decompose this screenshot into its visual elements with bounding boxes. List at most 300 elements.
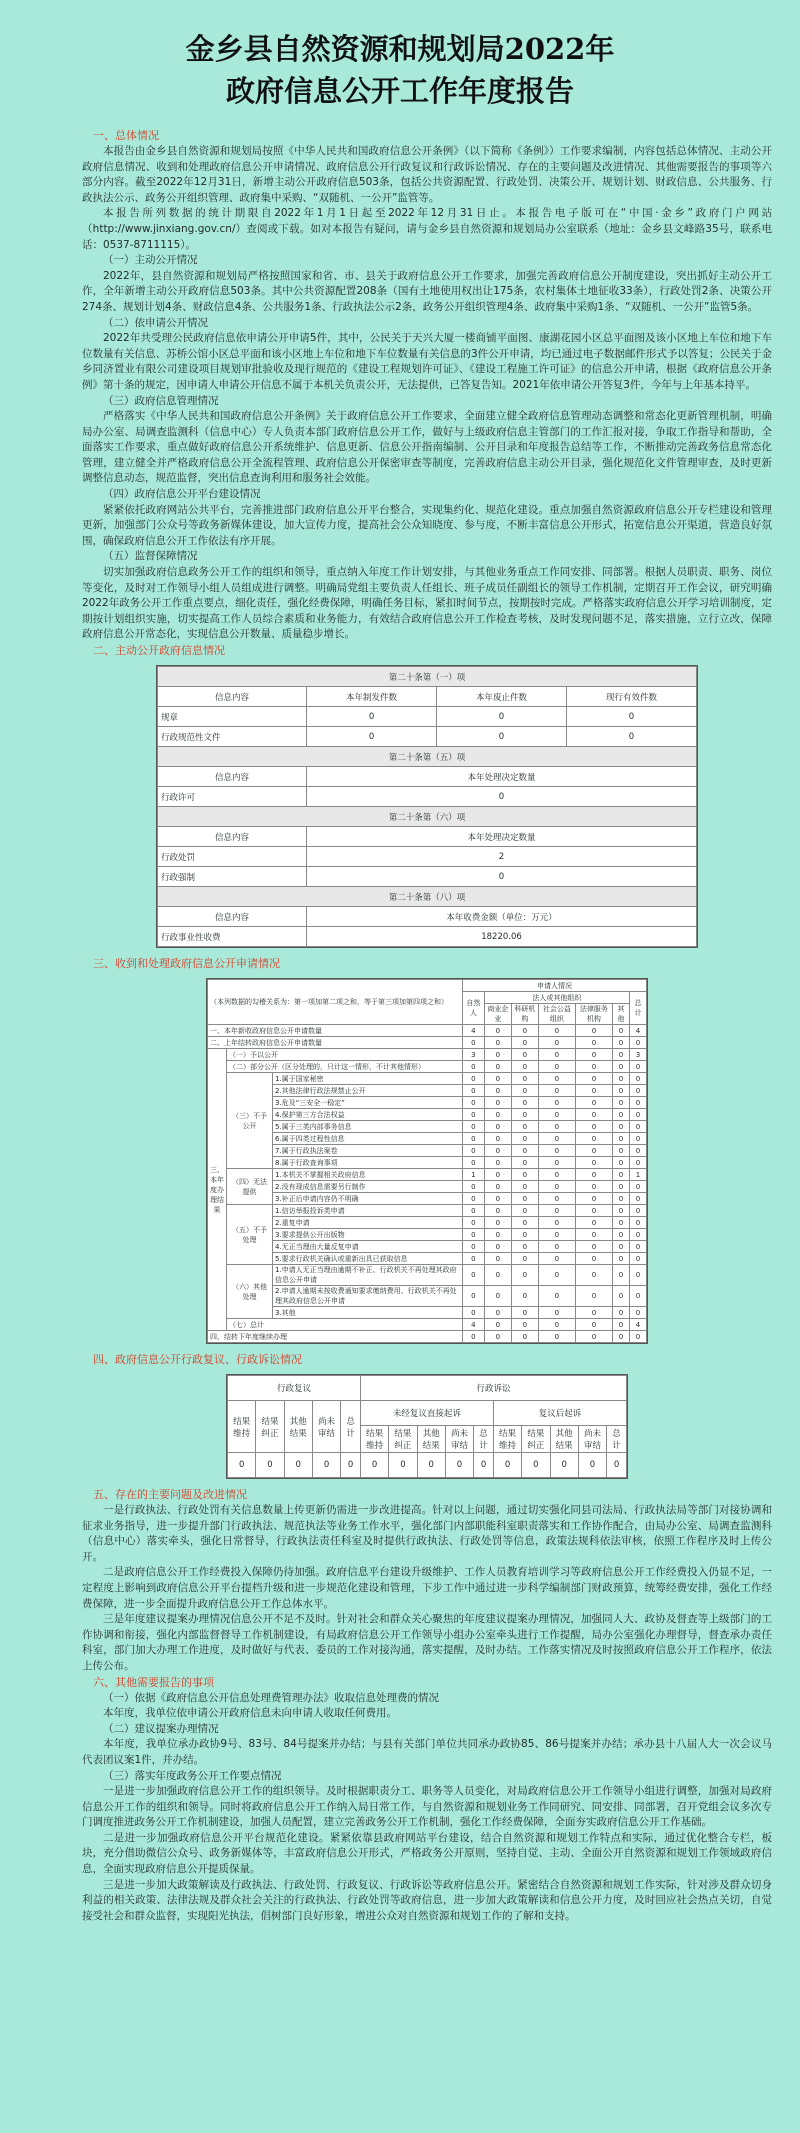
table-cell: 0 — [538, 1241, 575, 1253]
table-cell: 0 — [484, 1157, 511, 1169]
table-cell: 0 — [511, 1049, 538, 1061]
row-label: 8.属于行政查询事项 — [273, 1157, 463, 1169]
row-label: 7.属于行政执法案卷 — [273, 1145, 463, 1157]
table-header-cell: 自然人 — [462, 992, 484, 1025]
row-label: 1.申请人无正当理由逾期不补正、行政机关不再处理其政府信息公开申请 — [273, 1265, 463, 1286]
table-header-cell: 行政诉讼 — [360, 1376, 626, 1401]
table-header-cell: 尚未审结 — [445, 1426, 473, 1453]
table-row — [208, 1286, 647, 1307]
table-cell: 0 — [575, 1121, 612, 1133]
table-cell: 0 — [612, 1217, 629, 1229]
paragraph: 严格落实《中华人民共和国政府信息公开条例》关于政府信息公开工作要求，全面建立健全政府信息管理动态调整和常态化更新管理机制，明确局办公室、局调查监测科（信息中心）专人负责本部门政府信息公开工作，做好与上级政府信息主管部门的工作汇报对接，争取工作指导和帮助，全面落实工作要求，重点做好政府信息公开系统维护、信息更新、信息公开指南编制、公开目录和年度报告总结等工作，不断推动完善政务信息常态化管理，建立健全并严格政府信息公开全流程管理、政府信息公开保密审查等制度，完善政府信息主动公开目录，强化规范化文件管理审查，及时更新调整信息动态，规范监督，突出信息查询利用和服务社会效能。 — [82, 410, 772, 485]
row-label: 4.无正当理由大量反复申请 — [273, 1241, 463, 1253]
table-cell: 0 — [484, 1286, 511, 1307]
group-label: （五）不予处理 — [227, 1205, 273, 1265]
table-cell: 0 — [629, 1133, 646, 1145]
table-cell: 0 — [575, 1133, 612, 1145]
table-cell: 0 — [538, 1205, 575, 1217]
table-cell: 0 — [484, 1061, 511, 1073]
table-cell: 0 — [511, 1169, 538, 1181]
table-cell: 0 — [484, 1073, 511, 1085]
table-cell: 0 — [484, 1193, 511, 1205]
table-header-cell: 结果纠正 — [389, 1426, 417, 1453]
table-cell: 0 — [341, 1453, 361, 1478]
table-header-cell: 科研机构 — [511, 1004, 538, 1025]
table-cell: 0 — [445, 1453, 473, 1478]
table-cell: 0 — [612, 1097, 629, 1109]
table-row — [158, 867, 697, 887]
table-cell: 0 — [538, 1193, 575, 1205]
table-cell: 0 — [511, 1145, 538, 1157]
table-header-cell: 结果维持 — [493, 1426, 521, 1453]
table-row — [158, 787, 697, 807]
table-cell: 0 — [462, 1109, 484, 1121]
table-cell: 0 — [612, 1319, 629, 1331]
table-cell: 0 — [575, 1145, 612, 1157]
paragraph: 切实加强政府信息政务公开工作的组织和领导，重点纳入年度工作计划安排，与其他业务重点工作同安排、同部署。根据人员职责、职务、岗位等变化，及时对工作领导小组人员组成进行调整。明确局党组主要负责人任组长、班子成员任副组长的领导工作机制，定期召开工作会议，研究明确2022年政务公开工作重点要点，细化责任，强化经费保障，明确任务目标，紧扣时间节点，按期按时完成。严格落实政府信息公开学习培训制度，定期按计划组织实施，切实提高工作人员综合素质和业务能力，有效结合政府信息公开工作检查考核，及时发现问题不足，落实措施，立行立改，保障政府信息公开常态化，实现信息公开数量、质量稳步增长。 — [82, 566, 772, 641]
table-cell: 0 — [629, 1037, 646, 1049]
table-header-cell: 总计 — [341, 1401, 361, 1453]
table-cell: 0 — [484, 1133, 511, 1145]
title-line-2: 政府信息公开工作年度报告 — [225, 74, 574, 108]
table-row — [158, 927, 697, 947]
group-label: （四）无法提供 — [227, 1169, 273, 1205]
table-cell: 0 — [629, 1121, 646, 1133]
table-cell: 0 — [538, 1181, 575, 1193]
table-header-cell: 尚未审结 — [578, 1426, 606, 1453]
table-cell: 0 — [538, 1133, 575, 1145]
row-label: 2.其他法律行政法规禁止公开 — [273, 1085, 463, 1097]
table-cell: 行政处罚 — [158, 847, 307, 867]
table-cell: 0 — [612, 1037, 629, 1049]
table-header-cell: 尚未审结 — [312, 1401, 340, 1453]
section-heading-6: 六、其他需要报告的事项 — [93, 1675, 214, 1689]
table-cell: 0 — [484, 1265, 511, 1286]
table-row — [208, 1331, 647, 1343]
side-label: 三、本年度办理结果 — [208, 1049, 227, 1331]
table-cell: 0 — [538, 1037, 575, 1049]
table-cell: 0 — [612, 1253, 629, 1265]
table-cell: 0 — [484, 1229, 511, 1241]
table-cell: 0 — [575, 1097, 612, 1109]
table-header-cell: 本年收费金额（单位：万元） — [307, 907, 697, 927]
table-cell: 0 — [484, 1205, 511, 1217]
table-cell: 0 — [575, 1229, 612, 1241]
subsection-heading: （一）依据《政府信息公开信息处理费管理办法》收取信息处理费的情况 — [103, 1691, 439, 1704]
table-cell: 0 — [493, 1453, 521, 1478]
table-cell: 0 — [575, 1286, 612, 1307]
table-header-cell: 总计 — [607, 1426, 627, 1453]
table-cell: 0 — [612, 1121, 629, 1133]
subsection-heading: （四）政府信息公开平台建设情况 — [103, 488, 261, 501]
table-cell: 0 — [538, 1049, 575, 1061]
table-cell: 0 — [511, 1307, 538, 1319]
table-cell: 0 — [462, 1073, 484, 1085]
table-cell: 0 — [462, 1331, 484, 1343]
section-heading-1: 一、总体情况 — [93, 129, 159, 142]
row-label: 5.要求行政机关确认或重新出具已获取信息 — [273, 1253, 463, 1265]
table-cell: 0 — [612, 1229, 629, 1241]
report-body — [82, 128, 772, 1924]
table-cell: 0 — [575, 1157, 612, 1169]
table-cell: 0 — [511, 1025, 538, 1037]
table-cell: 行政强制 — [158, 867, 307, 887]
table-cell: 0 — [629, 1073, 646, 1085]
paragraph: 2022年共受理公民政府信息依申请公开申请5件，其中，公民关于天兴大厦一楼商铺平面图、康湖花园小区总平面图及该小区地上车位和地下车位数量有关信息、苏桥公馆小区总平面和该小区地上车位和地下车位数量有关信息的3件公开申请，均已通过电子数据邮件形式予以答复；公民关于金乡同济置业有限公司建设项目规划审批验收及现行规范的《建设工程规划许可证》、《建设工程施工许可证》的信息公开申请，根据《政府信息公开条例》第十条的规定，因申请人申请公开信息不属于本机关负责公开，无法提供，已答复告知。2021年依申请公开答复3件，今年与上年基本持平。 — [82, 332, 772, 391]
table-cell: 0 — [462, 1265, 484, 1286]
table-cell: 0 — [629, 1229, 646, 1241]
subsection-heading: （二）依申请公开情况 — [103, 316, 208, 329]
table-cell: 0 — [538, 1265, 575, 1286]
table-cell: 0 — [462, 1193, 484, 1205]
table-cell: 4 — [629, 1025, 646, 1037]
row-label: 4.保护第三方合法权益 — [273, 1109, 463, 1121]
table-header-cell: 其他结果 — [550, 1426, 578, 1453]
table-cell: 0 — [484, 1319, 511, 1331]
table-header-cell: 行政复议 — [228, 1376, 361, 1401]
paragraph: 二是进一步加强政府信息公开平台规范化建设。紧紧依靠县政府网站平台建设，结合自然资源和规划工作特点和实际，通过优化整合专栏，板块，充分借助微信公众号、政务新媒体等，丰富政府信息公开形式，严格政务公开原则，坚持自觉、主动、全面公开自然资源和规划工作领域政府信息，全面实现政府信息公开提质保量。 — [82, 1831, 772, 1876]
table-header-cell: 信息内容 — [158, 827, 307, 847]
table-cell: 0 — [629, 1253, 646, 1265]
table-cell: 0 — [575, 1073, 612, 1085]
table-cell: 0 — [462, 1097, 484, 1109]
table-cell: 行政许可 — [158, 787, 307, 807]
table-cell: 2 — [307, 847, 697, 867]
table-group-header: 第二十条第（一）项 — [158, 667, 697, 687]
table-cell: 0 — [575, 1181, 612, 1193]
section-heading-4: 四、政府信息公开行政复议、行政诉讼情况 — [93, 1353, 302, 1366]
table-row — [208, 1109, 647, 1121]
table-header-cell: 结果维持 — [228, 1401, 256, 1453]
table-cell: 18220.06 — [307, 927, 697, 947]
row-label: 2.申请人逾期未按收费通知要求缴纳费用、行政机关不再处理其政府信息公开申请 — [273, 1286, 463, 1307]
table-cell: 0 — [575, 1049, 612, 1061]
table-cell: 0 — [612, 1169, 629, 1181]
table-row — [208, 1169, 647, 1181]
table-cell: 0 — [538, 1253, 575, 1265]
table-cell: 0 — [612, 1307, 629, 1319]
table-row — [208, 1037, 647, 1049]
table-cell: 0 — [462, 1307, 484, 1319]
section-heading-3: 三、收到和处理政府信息公开申请情况 — [93, 957, 280, 970]
table-cell: 0 — [307, 727, 437, 747]
row-label: 四、结转下年度继续办理 — [208, 1331, 463, 1343]
paragraph: 一是行政执法、行政处罚有关信息数量上传更新仍需进一步改进提高。针对以上问题，通过切实强化同县司法局、行政执法局等部门对接协调和征求业务指导，进一步提升部门行政执法、规范执法等业务工作水平，强化部门内部职能科室职责落实和工作协作配合，由局办公室、局调查监测科（信息中心）落实牵头，强化日常督导，行政执法责任科室及时提供行政执法、行政处罚等信息，政策法规科依法审核，依照工作程序及时上传公开。 — [82, 1504, 772, 1563]
table-cell: 0 — [462, 1286, 484, 1307]
table-cell: 0 — [462, 1133, 484, 1145]
review-litigation-table — [226, 1374, 628, 1479]
table-cell: 0 — [612, 1085, 629, 1097]
table-cell: 0 — [538, 1319, 575, 1331]
table-header-cell: 现行有效件数 — [567, 687, 697, 707]
table-cell: 0 — [462, 1181, 484, 1193]
table-cell: 0 — [511, 1217, 538, 1229]
table-cell: 0 — [578, 1453, 606, 1478]
table-cell: 3 — [629, 1049, 646, 1061]
table-cell: 0 — [629, 1331, 646, 1343]
table-row — [208, 1025, 647, 1037]
table-cell: 0 — [575, 1307, 612, 1319]
table-cell: 0 — [575, 1265, 612, 1286]
table-cell: 0 — [538, 1109, 575, 1121]
row-label: 1.信访举报投诉类申请 — [273, 1205, 463, 1217]
table-cell: 0 — [484, 1145, 511, 1157]
active-disclosure-table — [156, 665, 698, 948]
section-heading-2: 二、主动公开政府信息情况 — [93, 644, 225, 657]
table-header-cell: 本年处理决定数量 — [307, 767, 697, 787]
table-row — [208, 1307, 647, 1319]
table-cell: 0 — [511, 1181, 538, 1193]
table-cell: 0 — [511, 1085, 538, 1097]
table-cell: 0 — [462, 1145, 484, 1157]
row-label: 6.属于四类过程性信息 — [273, 1133, 463, 1145]
row-label: （七）总计 — [227, 1319, 463, 1331]
report-title — [0, 28, 800, 112]
table-cell: 0 — [612, 1049, 629, 1061]
table-cell: 0 — [538, 1229, 575, 1241]
table-cell: 0 — [462, 1085, 484, 1097]
row-label: 2.没有现成信息需要另行制作 — [273, 1181, 463, 1193]
table-cell: 0 — [511, 1061, 538, 1073]
table-cell: 0 — [575, 1205, 612, 1217]
table-cell: 0 — [511, 1265, 538, 1286]
table-cell: 0 — [575, 1061, 612, 1073]
table-cell: 0 — [228, 1453, 256, 1478]
row-label: 3.危及“三安全一稳定” — [273, 1097, 463, 1109]
title-line-1: 金乡县自然资源和规划局2022年 — [185, 32, 615, 66]
table-header-cell: 法律服务机构 — [575, 1004, 612, 1025]
table-cell: 0 — [612, 1061, 629, 1073]
row-label: 二、上年结转政府信息公开申请数量 — [208, 1037, 463, 1049]
table-header-cell: 社会公益组织 — [538, 1004, 575, 1025]
table-cell: 0 — [511, 1109, 538, 1121]
table-row — [208, 1253, 647, 1265]
table-cell: 4 — [462, 1319, 484, 1331]
table-cell: 0 — [575, 1253, 612, 1265]
table-row — [208, 1181, 647, 1193]
table-cell: 0 — [629, 1109, 646, 1121]
table-cell: 0 — [538, 1121, 575, 1133]
table-cell: 0 — [484, 1109, 511, 1121]
paragraph: 本报告所列数据的统计期限自2022年1月1日起至2022年12月31日止。本报告电子版可在“中国·金乡”政府门户网站（http://www.jinxiang.gov.cn/）查阅或下载。如对本报告有疑问，请与金乡县自然资源和规划局办公室联系（地址：金乡县文峰路35号，联系电话：0537-8711115）。 — [82, 207, 772, 251]
table-cell: 0 — [612, 1331, 629, 1343]
table-header-cell: 本年处理决定数量 — [307, 827, 697, 847]
table-cell: 0 — [567, 727, 697, 747]
table-row — [158, 707, 697, 727]
table-cell: 0 — [484, 1049, 511, 1061]
table-header-cell: 本年废止件数 — [437, 687, 567, 707]
table-cell: 0 — [629, 1193, 646, 1205]
table-cell: 0 — [511, 1205, 538, 1217]
row-label: 一、本年新收政府信息公开申请数量 — [208, 1025, 463, 1037]
table-cell: 0 — [511, 1319, 538, 1331]
subsection-heading: （二）建议提案办理情况 — [103, 1722, 219, 1735]
row-label: 1.本机关不掌握相关政府信息 — [273, 1169, 463, 1181]
table-cell: 0 — [484, 1181, 511, 1193]
subsection-heading: （三）落实年度政务公开工作要点情况 — [103, 1769, 282, 1782]
table-cell: 0 — [462, 1241, 484, 1253]
table-row — [208, 1229, 647, 1241]
table-cell: 0 — [575, 1169, 612, 1181]
table-cell: 0 — [538, 1097, 575, 1109]
subsection-heading: （三）政府信息管理情况 — [103, 394, 219, 407]
table-cell: 0 — [629, 1241, 646, 1253]
table-cell: 0 — [484, 1253, 511, 1265]
table-cell: 0 — [612, 1193, 629, 1205]
table-cell: 0 — [484, 1241, 511, 1253]
table-row — [208, 1133, 647, 1145]
table-row — [158, 727, 697, 747]
row-label: （一）予以公开 — [227, 1049, 463, 1061]
table-cell: 0 — [312, 1453, 340, 1478]
section-heading-5: 五、存在的主要问题及改进情况 — [93, 1488, 247, 1501]
table-cell: 0 — [484, 1307, 511, 1319]
table-cell: 0 — [629, 1217, 646, 1229]
table-cell: 0 — [484, 1331, 511, 1343]
table-header-cell: 总计 — [474, 1426, 494, 1453]
table-header-cell: 信息内容 — [158, 907, 307, 927]
table-cell: 0 — [612, 1241, 629, 1253]
paragraph: 三是年度建议提案办理情况信息公开不足不及时。针对社会和群众关心聚焦的年度建议提案办理情况，加强同人大、政协及督查等上级部门的工作协调和衔接，强化内部监督督导工作机制建设，有局政府信息公开工作领导小组办公室牵头进行工作提醒，局办公室强化办理督导，督查承办责任科室，部门加大办理工作进度，及时做好与代表、委员的工作对接沟通，落实提醒，及时办结。工作落实情况及时按照政府信息公开工作程序，依法上传公布。 — [82, 1613, 772, 1672]
table-row — [208, 1061, 647, 1073]
table-cell: 0 — [575, 1025, 612, 1037]
table-cell: 0 — [538, 1073, 575, 1085]
table-cell: 0 — [612, 1073, 629, 1085]
table-cell: 0 — [511, 1037, 538, 1049]
paragraph: 三是进一步加大政策解读及行政执法、行政处罚、行政复议、行政诉讼等政府信息公开。紧密结合自然资源和规划工作实际，针对涉及群众切身利益的相关政策、法律法规及群众社会关注的行政执法、行政处罚等政府信息，进一步加大政策解读和信息公开力度，及时回应社会热点关切，自觉接受社会和群众监督，实现阳光执法，倡树部门良好形象，增进公众对自然资源和规划工作的了解和支持。 — [82, 1878, 772, 1922]
table-header-cell: 结果纠正 — [256, 1401, 284, 1453]
table-cell: 0 — [612, 1133, 629, 1145]
table-cell: 0 — [629, 1307, 646, 1319]
table-cell: 0 — [629, 1205, 646, 1217]
table-row — [208, 1241, 647, 1253]
table-cell: 0 — [538, 1331, 575, 1343]
table-cell: 0 — [284, 1453, 312, 1478]
paragraph: 2022年，县自然资源和规划局严格按照国家和省、市、县关于政府信息公开工作要求，加强完善政府信息公开制度建设，突出抓好主动公开工作，全年新增主动公开政府信息503条。其中公共资源配置208条（国有土地使用权出让175条，农村集体土地征收33条），行政处罚2条、决策公开274条、规划计划4条、财政信息4条、公共服务1条、行政执法公示2条，政务公开组织管理4条、政府集中采购1条、“双随机、一公开”监管5条。 — [82, 269, 772, 313]
table-cell: 0 — [629, 1097, 646, 1109]
row-label: 5.属于三类内部事务信息 — [273, 1121, 463, 1133]
paragraph: 紧紧依托政府网站公共平台，完善推进部门政府信息公开平台整合，实现集约化、规范化建设。重点加强自然资源政府信息公开专栏建设和管理更新，加强部门公众号等政务新媒体建设，加大宣传力度，提高社会公众知晓度、参与度，不断丰富信息公开形式，拓宽信息公开渠道，营造良好氛围，确保政府信息公开工作依法有序开展。 — [82, 503, 772, 547]
table-header-cell: 其他结果 — [284, 1401, 312, 1453]
table-cell: 0 — [575, 1085, 612, 1097]
table-cell: 0 — [612, 1265, 629, 1286]
table-cell: 0 — [307, 787, 697, 807]
row-label: 2.重复申请 — [273, 1217, 463, 1229]
table-header-cell: 信息内容 — [158, 687, 307, 707]
table-row — [208, 1073, 647, 1085]
table-cell: 0 — [629, 1085, 646, 1097]
table-cell: 0 — [612, 1157, 629, 1169]
subsection-heading: （一）主动公开情况 — [103, 254, 198, 267]
table-header-cell: 信息内容 — [158, 767, 307, 787]
table-group-header: 第二十条第（八）项 — [158, 887, 697, 907]
table-cell: 0 — [462, 1205, 484, 1217]
table-group-header: 第二十条第（六）项 — [158, 807, 697, 827]
table-cell: 0 — [575, 1037, 612, 1049]
table-cell: 4 — [629, 1319, 646, 1331]
table-cell: 0 — [612, 1181, 629, 1193]
table-header-cell: 结果维持 — [360, 1426, 388, 1453]
group-label: （六）其他处理 — [227, 1265, 273, 1319]
table-cell: 0 — [538, 1025, 575, 1037]
table-row — [208, 1205, 647, 1217]
paragraph: 本年度，我单位承办政协9号、83号、84号提案并办结；与县有关部门单位共同承办政协85、86号提案并办结；承办县十八届人大一次会议马代表团议案1件，并办结。 — [82, 1738, 772, 1766]
table-row — [158, 847, 697, 867]
table-cell: 0 — [511, 1133, 538, 1145]
table-cell: 0 — [567, 707, 697, 727]
table-cell: 0 — [612, 1025, 629, 1037]
table-cell: 行政事业性收费 — [158, 927, 307, 947]
table-header-cell: 本年制发件数 — [307, 687, 437, 707]
table-cell: 0 — [629, 1145, 646, 1157]
table-cell: 0 — [462, 1217, 484, 1229]
row-label: 3.要求提供公开出版物 — [273, 1229, 463, 1241]
table-cell: 0 — [538, 1085, 575, 1097]
table-cell: 0 — [629, 1181, 646, 1193]
paragraph: 一是进一步加强政府信息公开工作的组织领导。及时根据职责分工、职务等人员变化，对局政府信息公开工作领导小组进行调整，加强对局政府信息公开工作的组织和领导。同时将政府信息公开工作纳入局日常工作，与自然资源和规划业务工作同研究、同安排、同部署，召开党组会议多次专门调度推进政务公开工作机制建设，加强人员配置，建立完善政务公开工作机制，强化工作经费保障，全面夯实政府信息公开工作基础。 — [82, 1785, 772, 1829]
table-cell: 0 — [484, 1217, 511, 1229]
table-cell: 0 — [484, 1121, 511, 1133]
table-cell: 0 — [538, 1157, 575, 1169]
table-cell: 1 — [462, 1169, 484, 1181]
table-cell: 0 — [256, 1453, 284, 1478]
table-cell: 0 — [437, 727, 567, 747]
table-cell: 0 — [462, 1229, 484, 1241]
table-cell: 0 — [522, 1453, 550, 1478]
table-header-cell: 商业企业 — [484, 1004, 511, 1025]
table-cell: 0 — [550, 1453, 578, 1478]
row-label: 3.补正后申请内容仍不明确 — [273, 1193, 463, 1205]
table-cell: 1 — [629, 1169, 646, 1181]
table-cell: 0 — [511, 1253, 538, 1265]
table-header-cell: 其他 — [612, 1004, 629, 1025]
table-cell: 0 — [307, 867, 697, 887]
table-cell: 0 — [629, 1157, 646, 1169]
table-header-cell: 结果纠正 — [522, 1426, 550, 1453]
table-cell: 0 — [575, 1109, 612, 1121]
paragraph: 本年度，我单位依申请公开政府信息未向申请人收取任何费用。 — [103, 1707, 397, 1720]
table-cell: 0 — [417, 1453, 445, 1478]
table-cell: 0 — [511, 1286, 538, 1307]
table-cell: 0 — [575, 1193, 612, 1205]
table-cell: 0 — [612, 1286, 629, 1307]
table-row — [208, 1121, 647, 1133]
table-cell: 0 — [462, 1121, 484, 1133]
group-label: （三）不予公开 — [227, 1073, 273, 1169]
table-cell: 0 — [575, 1319, 612, 1331]
table-header-cell: 法人或其他组织 — [484, 992, 629, 1004]
table-cell: 0 — [484, 1025, 511, 1037]
row-label: 3.其他 — [273, 1307, 463, 1319]
table-cell: 0 — [575, 1241, 612, 1253]
table-cell: 0 — [607, 1453, 627, 1478]
table-cell: 0 — [538, 1307, 575, 1319]
row-label: 1.属于国家秘密 — [273, 1073, 463, 1085]
table-cell: 0 — [612, 1205, 629, 1217]
application-table — [206, 978, 648, 1344]
subsection-heading: （五）监督保障情况 — [103, 550, 198, 563]
table-row — [208, 1145, 647, 1157]
table-cell: 0 — [612, 1109, 629, 1121]
table-cell: 0 — [484, 1037, 511, 1049]
table-header-cell: 复议后起诉 — [493, 1401, 626, 1426]
table-cell: 0 — [511, 1241, 538, 1253]
table-cell: 行政规范性文件 — [158, 727, 307, 747]
table-note: （本列数据的勾稽关系为：第一项加第二项之和，等于第三项加第四项之和） — [208, 980, 463, 1025]
table-cell: 0 — [484, 1169, 511, 1181]
table-header-cell: 申请人情况 — [462, 980, 646, 992]
table-cell: 0 — [462, 1157, 484, 1169]
